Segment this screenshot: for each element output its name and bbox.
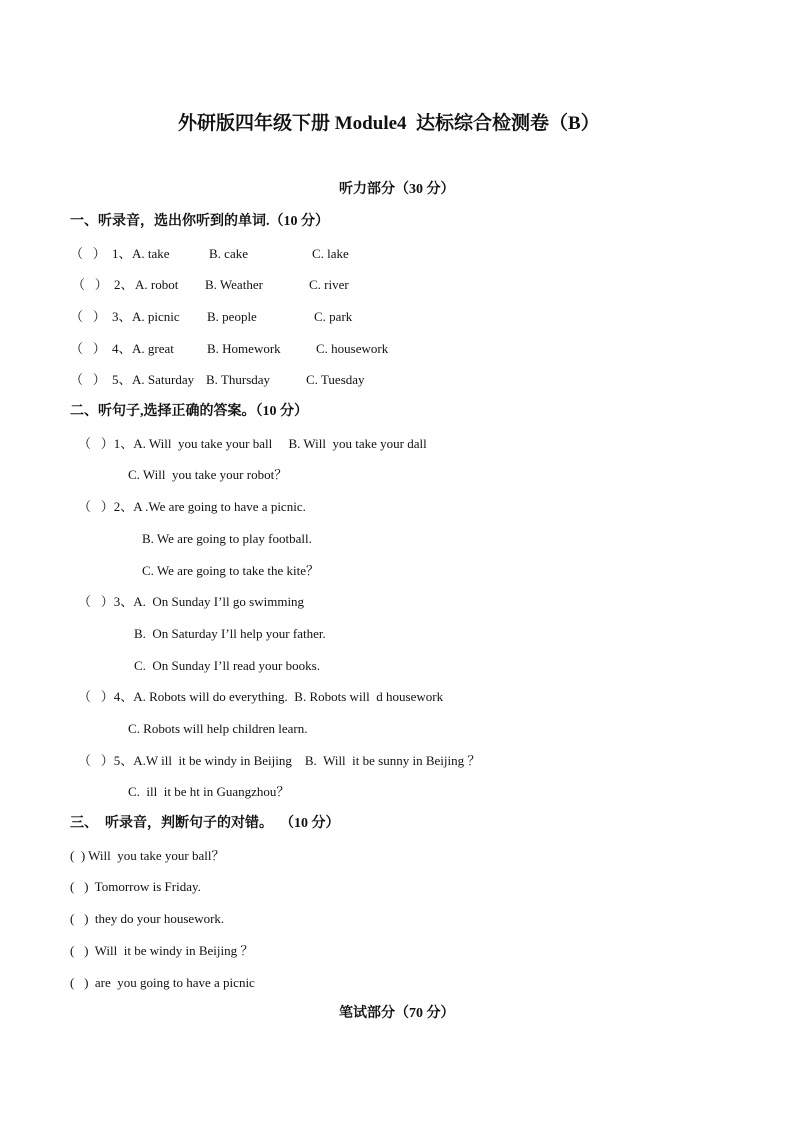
question-number: 3、 (112, 309, 132, 324)
option-b: B. Weather (205, 277, 263, 292)
question-line: （ ）2、A .We are going to have a picnic. (78, 499, 306, 514)
option-line: C. Robots will help children learn. (128, 721, 308, 736)
answer-bracket: （ ） (70, 341, 106, 356)
question-line: （ ）1、A. Will you take your ball B. Will you take your dall (78, 436, 427, 451)
listening-section-header: 听力部分（30 分） (339, 182, 455, 197)
option-a: A. Saturday (132, 372, 195, 387)
answer-bracket: （ ） (70, 309, 106, 324)
option-line: C. ill it be ht in Guangzhou？ (128, 784, 290, 799)
question-line: （ ）3、A. On Sunday I’ll go swimming (78, 594, 305, 609)
option-b: B. Thursday (206, 372, 271, 387)
question-line: （ ）4、A. Robots will do everything. B. Robots will d housework (78, 689, 444, 704)
answer-bracket: （ ） (72, 277, 108, 292)
option-line: B. We are going to play football. (142, 531, 312, 546)
option-a: A. picnic (132, 309, 180, 324)
option-line: C. On Sunday I’ll read your books. (134, 658, 320, 673)
option-a: A. robot (135, 277, 179, 292)
option-b: B. cake (209, 246, 248, 261)
section-2-heading: 二、听句子,选择正确的答案。（10 分） (70, 404, 308, 419)
section-3-heading: 三、 听录音，判断句子的对错。 （10 分） (70, 816, 340, 831)
option-a: A. take (132, 246, 170, 261)
question-number: 4、 (112, 341, 132, 356)
list-item: ( ) are you going to have a picnic (70, 975, 255, 990)
question-number: 2、 (114, 277, 134, 292)
option-b: B. Homework (207, 341, 281, 356)
option-a: A. great (132, 341, 174, 356)
option-c: C. river (309, 277, 349, 292)
exam-title: 外研版四年级下册 Module4 达标综合检测卷（B） (178, 113, 600, 134)
option-line: C. Will you take your robot？ (128, 467, 288, 482)
option-line: B. On Saturday I’ll help your father. (134, 626, 326, 641)
list-item: ( ) Will it be windy in Beijing ？ (70, 943, 254, 958)
option-line: C. We are going to take the kite？ (142, 563, 320, 578)
option-c: C. park (314, 309, 353, 324)
option-c: C. lake (312, 246, 349, 261)
section-1-heading: 一、听录音，选出你听到的单词.（10 分） (70, 214, 329, 229)
written-section-header: 笔试部分（70 分） (339, 1006, 455, 1021)
list-item: ( ) Will you take your ball？ (70, 848, 225, 863)
option-b: B. people (207, 309, 257, 324)
answer-bracket: （ ） (70, 246, 106, 261)
question-number: 1、 (112, 246, 132, 261)
option-c: C. housework (316, 341, 389, 356)
question-number: 5、 (112, 372, 132, 387)
list-item: ( ) Tomorrow is Friday. (70, 879, 201, 894)
list-item: ( ) they do your housework. (70, 911, 225, 926)
question-line: （ ）5、A.W ill it be windy in Beijing B. Will it be sunny in Beijing ？ (78, 753, 481, 768)
answer-bracket: （ ） (70, 372, 106, 387)
option-c: C. Tuesday (306, 372, 365, 387)
